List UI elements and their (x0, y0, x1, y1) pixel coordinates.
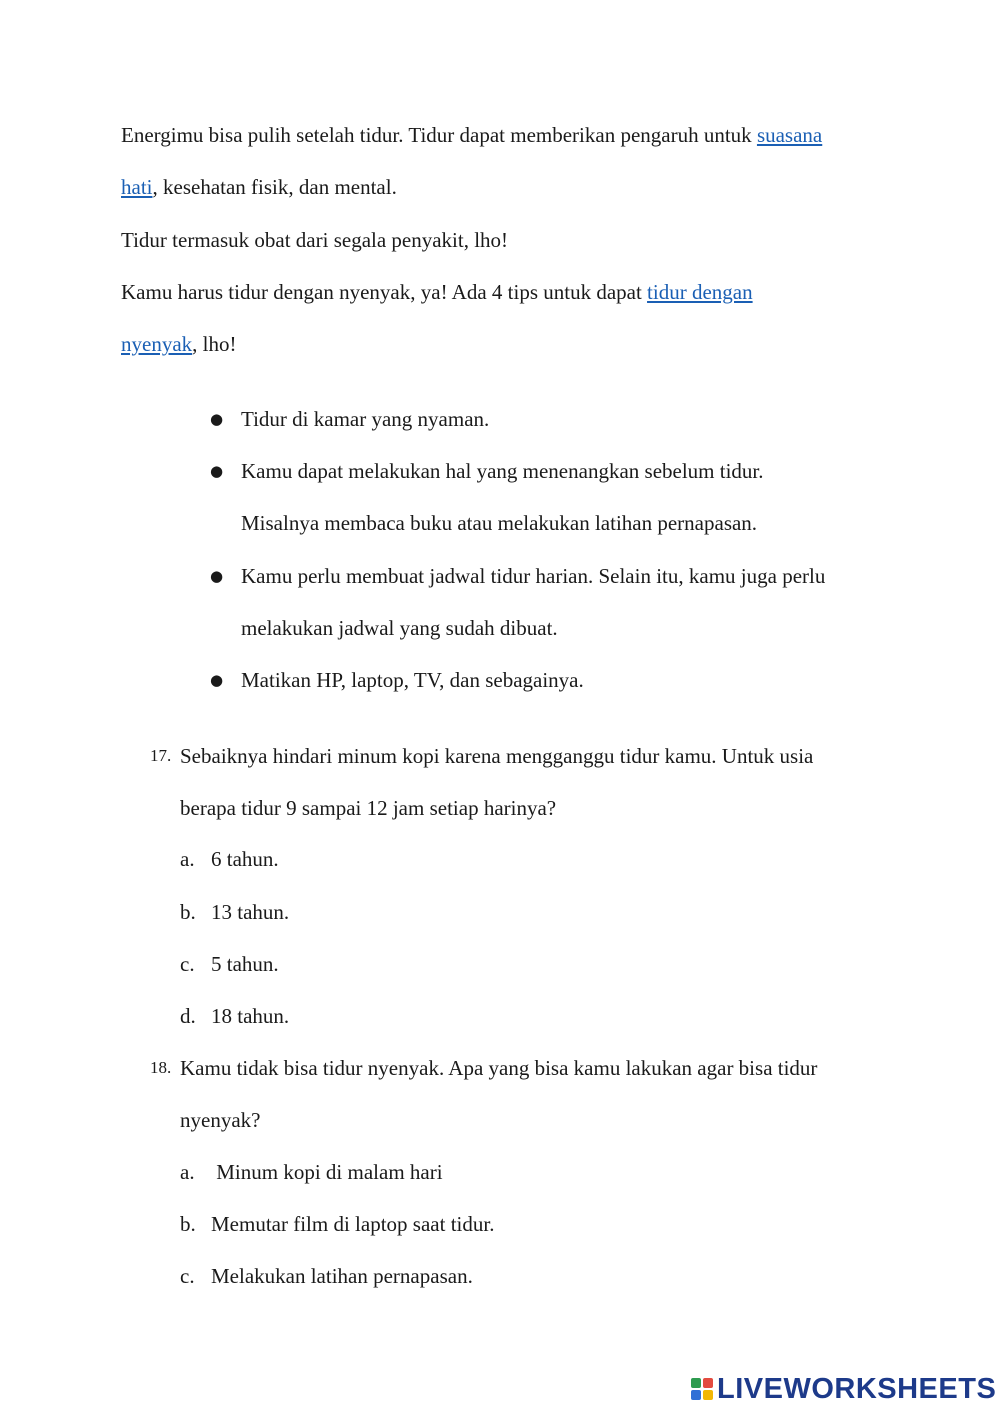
tip-item: Kamu dapat melakukan hal yang menenangkan sebelum tidur. (241, 459, 764, 483)
bullet-icon: ● (210, 567, 224, 585)
option-letter: d. (180, 1004, 196, 1028)
logo-square (703, 1378, 713, 1388)
intro-paragraph-line (121, 174, 397, 200)
option-text: 6 tahun. (211, 847, 279, 871)
option-letter: b. (180, 900, 196, 924)
question-text: Kamu tidak bisa tidur nyenyak. Apa yang bisa kamu lakukan agar bisa tidur (180, 1056, 818, 1080)
tidur-nyenyak-link-continued[interactable]: nyenyak (121, 332, 193, 356)
logo-text: LIVEWORKSHEETS (717, 1373, 997, 1405)
question-number: 17. (150, 746, 172, 765)
tip-item: Kamu perlu membuat jadwal tidur harian. Selain itu, kamu juga perlu (241, 564, 826, 588)
bullet-icon: ● (210, 462, 224, 480)
bullet-icon: ● (210, 671, 224, 689)
option-text: 13 tahun. (211, 900, 290, 924)
logo-square (691, 1378, 701, 1388)
question-number: 18. (150, 1058, 172, 1077)
option-text: 18 tahun. (211, 1004, 290, 1028)
option-text: 5 tahun. (211, 952, 279, 976)
intro-text: , kesehatan fisik, dan mental. (152, 175, 397, 199)
intro-paragraph-line (121, 279, 753, 305)
intro-paragraph-line (121, 331, 236, 357)
intro-text: Energimu bisa pulih setelah tidur. Tidur dapat memberikan pengaruh untuk (121, 123, 757, 147)
intro-paragraph-line (121, 122, 822, 148)
option-text: Memutar film di laptop saat tidur. (211, 1212, 495, 1236)
intro-text: Kamu harus tidur dengan nyenyak, ya! Ada 4 tips untuk dapat (121, 280, 648, 304)
liveworksheets-logo[interactable] (691, 1371, 996, 1407)
logo-square (691, 1390, 701, 1400)
option-letter: c. (180, 952, 195, 976)
tip-item: Matikan HP, laptop, TV, dan sebagainya. (241, 668, 584, 692)
question-text-continued: nyenyak? (180, 1108, 261, 1132)
option-letter: b. (180, 1212, 196, 1236)
bullet-icon: ● (210, 410, 224, 428)
tidur-nyenyak-link[interactable]: tidur dengan (647, 280, 753, 304)
suasana-hati-link[interactable]: suasana (756, 123, 823, 147)
question-text-continued: berapa tidur 9 sampai 12 jam setiap harinya? (180, 796, 557, 820)
intro-text: , lho! (192, 332, 237, 356)
tip-item-continued: Misalnya membaca buku atau melakukan latihan pernapasan. (241, 511, 758, 535)
tip-item-continued: melakukan jadwal yang sudah dibuat. (241, 616, 558, 640)
option-letter: a. (180, 847, 195, 871)
option-text: Minum kopi di malam hari (211, 1160, 443, 1184)
suasana-hati-link-continued[interactable]: hati (121, 175, 153, 199)
option-letter: a. (180, 1160, 195, 1184)
logo-square (703, 1390, 713, 1400)
question-text: Sebaiknya hindari minum kopi karena mengganggu tidur kamu. Untuk usia (180, 744, 814, 768)
intro-paragraph: Tidur termasuk obat dari segala penyakit, lho! (121, 228, 509, 252)
option-text: Melakukan latihan pernapasan. (211, 1264, 473, 1288)
tip-item: Tidur di kamar yang nyaman. (241, 407, 490, 431)
option-letter: c. (180, 1264, 195, 1288)
liveworksheets-logo-icon (691, 1378, 713, 1400)
